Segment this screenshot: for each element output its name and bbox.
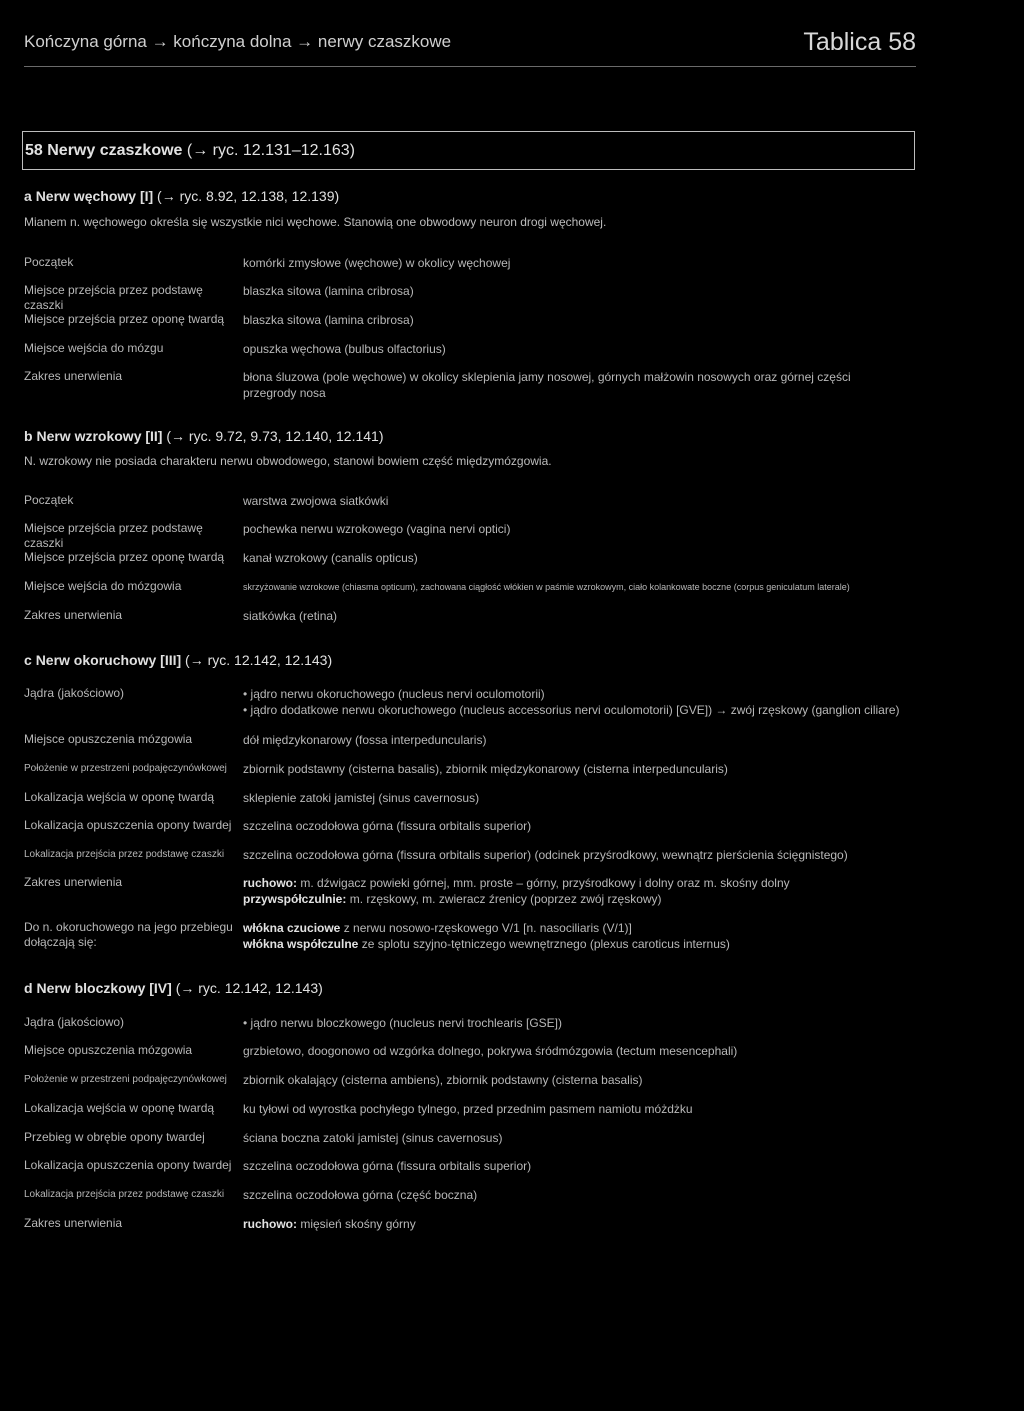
row-value: warstwa zwojowa siatkówki [243,494,389,508]
nuclei-list [243,686,903,718]
row-label: Miejsce opuszczenia mózgowia [24,1043,193,1057]
row-value: dół międzykonarowy (fossa interpeduncularis) [243,733,487,747]
section-ref: (→ ryc. 12.142, 12.143) [185,652,333,668]
row-label: Położenie w przestrzeni podpajęczynówkowej [24,1074,227,1085]
section-name: Nerw okoruchowy [III] [35,652,182,668]
chapter-title [25,142,355,160]
row-label: Położenie w przestrzeni podpajęczynówkowej [24,763,227,774]
sympathetic-fibers-value: ze splotu szyjno-tętniczego wewnętrznego (plexus caroticus internus) [361,937,730,951]
row-label: Miejsce wejścia do mózgowia [24,579,182,593]
innervation-value [243,1216,903,1232]
chapter-name: Nerwy czaszkowe [47,142,183,159]
row-label: Zakres unerwienia [24,1216,123,1230]
section-b-title [24,428,384,444]
section-letter: a [24,188,32,204]
row-label: Lokalizacja opuszczenia opony twardej [24,818,232,832]
section-name: Nerw wzrokowy [II] [36,428,163,444]
row-label: Miejsce przejścia przez podstawę czaszki [24,521,203,550]
chapter-ref: (→ ryc. 12.131–12.163) [186,142,355,159]
nuclei-list [243,1015,903,1031]
row-label: Miejsce przejścia przez oponę twardą [24,550,225,564]
row-label: Zakres unerwienia [24,369,123,383]
motor-value: m. dźwigacz powieki górnej, mm. proste – górny, przyśrodkowy i dolny oraz m. skośny dolny [300,876,790,890]
row-label: Przebieg w obrębie opony twardej [24,1130,205,1144]
sensory-fibers-label: włókna czuciowe [243,921,341,935]
parasympathetic-value: m. rzęskowy, m. zwieracz źrenicy (poprzez zwój rzęskowy) [349,892,662,906]
row-label: Lokalizacja przejścia przez podstawę czaszki [24,849,225,860]
section-d-title [24,980,323,996]
section-ref: (→ ryc. 8.92, 12.138, 12.139) [157,188,340,204]
plate-number: Tablica 58 [803,28,916,56]
row-value: blaszka sitowa (lamina cribrosa) [243,284,414,298]
row-label: Miejsce przejścia przez oponę twardą [24,312,225,326]
row-label: Lokalizacja wejścia w oponę twardą [24,790,215,804]
row-value: szczelina oczodołowa górna (fissura orbitalis superior) [243,1159,532,1173]
row-value: szczelina oczodołowa górna (fissura orbitalis superior) [243,819,532,833]
row-value: zbiornik okalający (cisterna ambiens), zbiornik podstawny (cisterna basalis) [243,1073,643,1087]
row-value: ściana boczna zatoki jamistej (sinus cavernosus) [243,1131,503,1145]
row-value: skrzyżowanie wzrokowe (chiasma opticum), zachowana ciągłość włókien w paśmie wzrokowym, ciało kolankowate boczne (corpus geniculatum laterale) [243,582,850,592]
row-label: Miejsce wejścia do mózgu [24,341,164,355]
row-label: Lokalizacja opuszczenia opony twardej [24,1158,232,1172]
row-value: szczelina oczodołowa górna (fissura orbitalis superior) (odcinek przyśrodkowy, wewnątrz pierścienia ścięgnistego) [243,848,848,862]
row-label: Początek [24,255,74,269]
section-ref: (→ ryc. 12.142, 12.143) [175,980,323,996]
innervation-value [243,875,903,907]
breadcrumb: Kończyna górna → kończyna dolna → nerwy czaszkowe [24,32,452,51]
row-value: szczelina oczodołowa górna (część boczna) [243,1188,478,1202]
row-value: kanał wzrokowy (canalis opticus) [243,551,418,565]
chapter-number: 58 [25,142,43,159]
sympathetic-fibers-label: włókna współczulne [243,937,359,951]
row-value: błona śluzowa (pole węchowe) w okolicy sklepienia jamy nosowej, górnych małżowin nosowych oraz górnej części przegrody nosa [243,370,851,400]
motor-label: ruchowo: [243,1217,297,1231]
section-letter: b [24,428,33,444]
row-label: Zakres unerwienia [24,875,123,889]
row-value: grzbietowo, doogonowo od wzgórka dolnego, pokrywa śródmózgowia (tectum mesencephali) [243,1044,738,1058]
section-c-title [24,652,332,668]
joining-fibers-value [243,920,903,952]
section-name: Nerw węchowy [I] [35,188,154,204]
parasympathetic-label: przywspółczulnie: [243,892,347,906]
sensory-fibers-value: z nerwu nosowo-rzęskowego V/1 [n. nasociliaris (V/1)] [343,921,632,935]
row-value: komórki zmysłowe (węchowe) w okolicy węchowej [243,256,511,270]
section-b-note: N. wzrokowy nie posiada charakteru nerwu obwodowego, stanowi bowiem część międzymózgowia. [24,454,552,468]
row-value: ku tyłowi od wyrostka pochyłego tylnego, przed przednim pasmem namiotu móżdżku [243,1102,693,1116]
chapter-title-box [22,131,915,170]
list-item: • jądro nerwu bloczkowego (nucleus nervi trochlearis [GSE]) [243,1016,563,1030]
row-value: blaszka sitowa (lamina cribrosa) [243,313,414,327]
row-value: zbiornik podstawny (cisterna basalis), zbiornik międzykonarowy (cisterna interpeduncularis) [243,762,728,776]
section-ref: (→ ryc. 9.72, 9.73, 12.140, 12.141) [166,428,384,444]
row-label: Miejsce opuszczenia mózgowia [24,732,193,746]
list-item: • jądro dodatkowe nerwu okoruchowego (nucleus accessorius nervi oculomotorii) [GVE]) → zwój rzęskowy (ganglion ciliare) [243,703,900,717]
header-divider [24,66,916,67]
row-value: opuszka węchowa (bulbus olfactorius) [243,342,446,356]
motor-label: ruchowo: [243,876,297,890]
row-label: Lokalizacja wejścia w oponę twardą [24,1101,215,1115]
section-name: Nerw bloczkowy [IV] [36,980,172,996]
row-label: Jądra (jakościowo) [24,686,125,700]
row-label: Lokalizacja przejścia przez podstawę czaszki [24,1189,225,1200]
section-a-title [24,188,339,204]
section-a-note: Mianem n. węchowego określa się wszystkie nici węchowe. Stanowią one obwodowy neuron drogi węchowej. [24,215,607,229]
row-label: Zakres unerwienia [24,608,123,622]
list-item: • jądro nerwu okoruchowego (nucleus nervi oculomotorii) [243,687,545,701]
section-letter: c [24,652,32,668]
row-label: Jądra (jakościowo) [24,1015,125,1029]
row-label: Do n. okoruchowego na jego przebiegu dołączają się: [24,920,233,949]
row-label: Miejsce przejścia przez podstawę czaszki [24,283,203,312]
row-value: pochewka nerwu wzrokowego (vagina nervi optici) [243,522,511,536]
row-value: sklepienie zatoki jamistej (sinus cavernosus) [243,791,480,805]
motor-value: mięsień skośny górny [300,1217,416,1231]
section-letter: d [24,980,33,996]
page-header [24,28,916,62]
row-value: siatkówka (retina) [243,609,338,623]
row-label: Początek [24,493,74,507]
